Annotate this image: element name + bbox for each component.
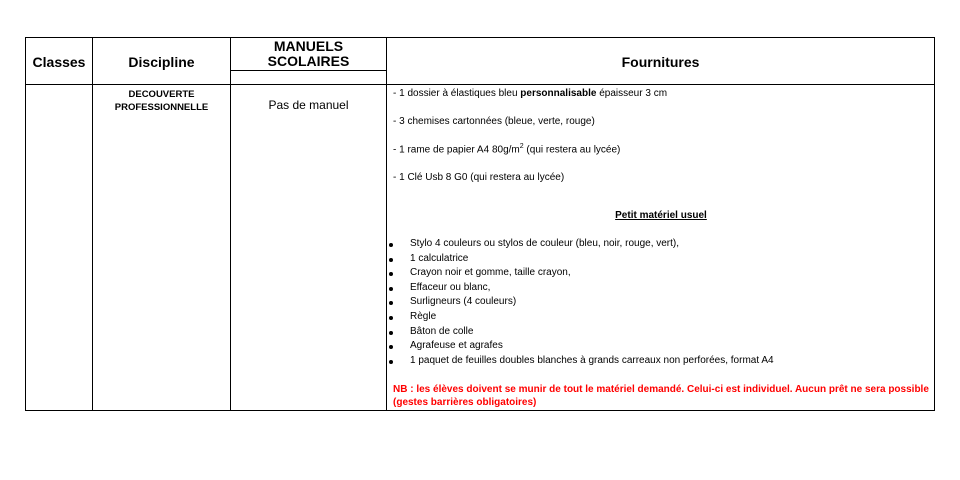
manuels-header-underline xyxy=(231,70,386,71)
list-item-text: 1 paquet de feuilles doubles blanches à grands carreaux non perforées, format A4 xyxy=(410,354,774,366)
list-item xyxy=(387,354,774,369)
supply-item-usb: - 1 Clé Usb 8 G0 (qui restera au lycée) xyxy=(393,172,565,183)
nb-notice xyxy=(393,383,933,409)
list-item-text: Crayon noir et gomme, taille crayon, xyxy=(410,267,571,279)
supply-item-dossier-bold: personnalisable xyxy=(520,88,597,99)
bullet-icon xyxy=(389,258,393,262)
col-separator-2 xyxy=(230,37,231,411)
bullet-icon xyxy=(389,360,393,364)
list-item-text: 1 calculatrice xyxy=(410,252,469,264)
list-item xyxy=(387,252,774,267)
table-border-bottom xyxy=(25,410,935,411)
list-item xyxy=(387,325,774,340)
bullet-icon xyxy=(389,272,393,276)
list-item xyxy=(387,281,774,296)
list-item xyxy=(387,310,774,325)
list-item-text: Surligneurs (4 couleurs) xyxy=(410,296,517,308)
cell-discipline xyxy=(93,88,230,114)
cell-manuels: Pas de manuel xyxy=(268,98,349,112)
header-discipline: Discipline xyxy=(128,54,195,70)
supply-item-dossier-suffix: épaisseur 3 cm xyxy=(596,88,668,99)
bullet-icon xyxy=(389,301,393,305)
supply-item-dossier-text: - 1 dossier à élastiques bleu xyxy=(393,88,521,99)
nb-notice-line1: NB : les élèves doivent se munir de tout le matériel demandé. Celui-ci est individuel. Aucun prêt ne sera possible xyxy=(393,384,929,395)
supply-item-rame-text: - 1 rame de papier A4 80g/m xyxy=(393,144,520,156)
discipline-line1: DECOUVERTE xyxy=(128,89,195,100)
header-separator xyxy=(25,84,935,85)
bullet-icon xyxy=(389,287,393,291)
bullet-icon xyxy=(389,331,393,335)
list-item xyxy=(387,237,774,252)
list-item-text: Agrafeuse et agrafes xyxy=(410,340,503,352)
table-border-top xyxy=(25,37,935,38)
list-item-text: Effaceur ou blanc, xyxy=(410,281,491,293)
list-item xyxy=(387,266,774,281)
discipline-line2: PROFESSIONNELLE xyxy=(114,102,209,113)
bullet-icon xyxy=(389,243,393,247)
supply-item-rame-suffix: (qui restera au lycée) xyxy=(523,144,621,156)
header-classes: Classes xyxy=(32,54,86,70)
bullet-icon xyxy=(389,316,393,320)
supply-item-rame-sup: 2 xyxy=(519,143,524,150)
nb-notice-line2: (gestes barrières obligatoires) xyxy=(393,397,537,408)
table-border-left xyxy=(25,37,26,411)
petit-materiel-list xyxy=(387,237,774,368)
petit-materiel-title: Petit matériel usuel xyxy=(615,210,707,221)
list-item xyxy=(387,339,774,354)
list-item-text: Stylo 4 couleurs ou stylos de couleur (bleu, noir, rouge, vert), xyxy=(410,238,680,249)
table-border-right xyxy=(934,37,935,411)
header-fournitures: Fournitures xyxy=(621,54,700,70)
list-item-text: Bâton de colle xyxy=(410,325,474,337)
supply-item-rame xyxy=(393,143,620,155)
list-item-text: Règle xyxy=(410,310,437,322)
header-manuels-line1: MANUELS xyxy=(273,38,344,54)
list-item xyxy=(387,295,774,310)
bullet-icon xyxy=(389,345,393,349)
supply-item-dossier xyxy=(393,88,667,99)
supply-item-chemises: - 3 chemises cartonnées (bleue, verte, rouge) xyxy=(393,116,595,127)
header-manuels-line2: SCOLAIRES xyxy=(267,53,350,69)
